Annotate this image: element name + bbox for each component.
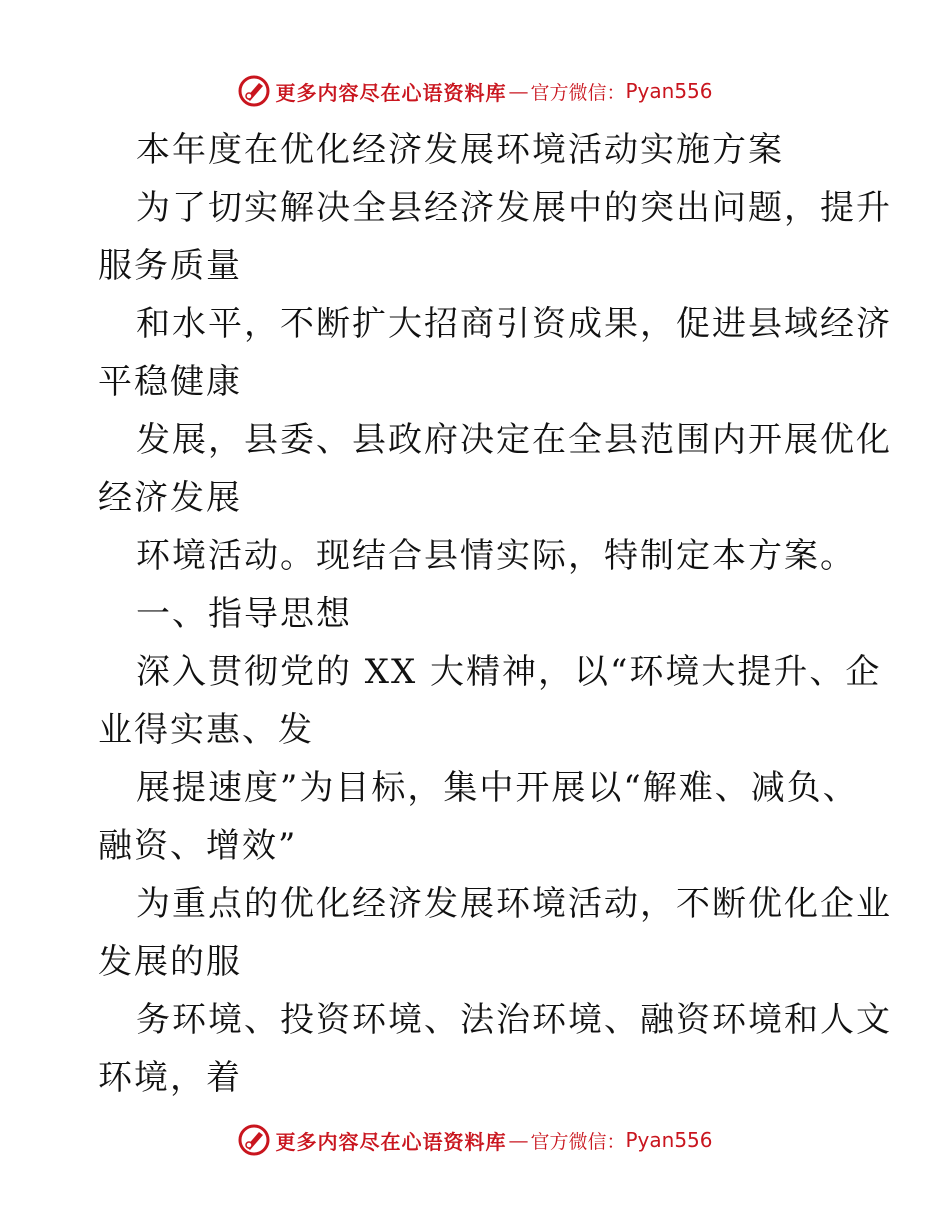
text-line: 环境，着 bbox=[98, 1058, 242, 1098]
text-line: 深入贯彻党的 XX 大精神，以“环境大提升、企 bbox=[136, 652, 882, 692]
text-line: 本年度在优化经济发展环境活动实施方案 bbox=[136, 130, 784, 170]
text-line: 为了切实解决全县经济发展中的突出问题，提升 bbox=[136, 188, 892, 228]
text-line: 服务质量 bbox=[98, 246, 242, 286]
banner-dash: — bbox=[508, 1128, 529, 1152]
text-line: 展提速度”为目标，集中开展以“解难、减负、 bbox=[136, 768, 859, 808]
banner-wechat-label: 官方微信： bbox=[530, 1130, 626, 1153]
text-line: 务环境、投资环境、法治环境、融资环境和人文 bbox=[136, 1000, 892, 1040]
banner-text: 更多内容尽在心语资料库 bbox=[275, 80, 507, 105]
banner-wechat-id: Pyan556 bbox=[625, 1128, 713, 1152]
text-line: 发展，县委、县政府决定在全县范围内开展优化 bbox=[136, 420, 892, 460]
document-body bbox=[98, 121, 892, 1107]
text-line: 为重点的优化经济发展环境活动，不断优化企业 bbox=[136, 884, 892, 924]
text-line: 环境活动。现结合县情实际，特制定本方案。 bbox=[136, 536, 856, 576]
text-line: 融资、增效” bbox=[98, 826, 298, 866]
brand-logo-icon bbox=[237, 74, 271, 108]
text-line: 经济发展 bbox=[98, 478, 242, 518]
text-line: 业得实惠、发 bbox=[98, 710, 314, 750]
brand-logo-icon bbox=[237, 1123, 271, 1157]
banner-text: 更多内容尽在心语资料库 bbox=[275, 1129, 507, 1154]
text-line: 一、指导思想 bbox=[136, 594, 352, 634]
banner-dash: — bbox=[508, 79, 529, 103]
footer-banner bbox=[0, 1120, 950, 1160]
header-banner bbox=[0, 71, 950, 111]
text-line: 平稳健康 bbox=[98, 362, 242, 402]
banner-wechat-id: Pyan556 bbox=[625, 79, 713, 103]
banner-wechat-label: 官方微信： bbox=[530, 81, 626, 104]
text-line: 和水平，不断扩大招商引资成果，促进县域经济 bbox=[136, 304, 892, 344]
text-line: 发展的服 bbox=[98, 942, 242, 982]
